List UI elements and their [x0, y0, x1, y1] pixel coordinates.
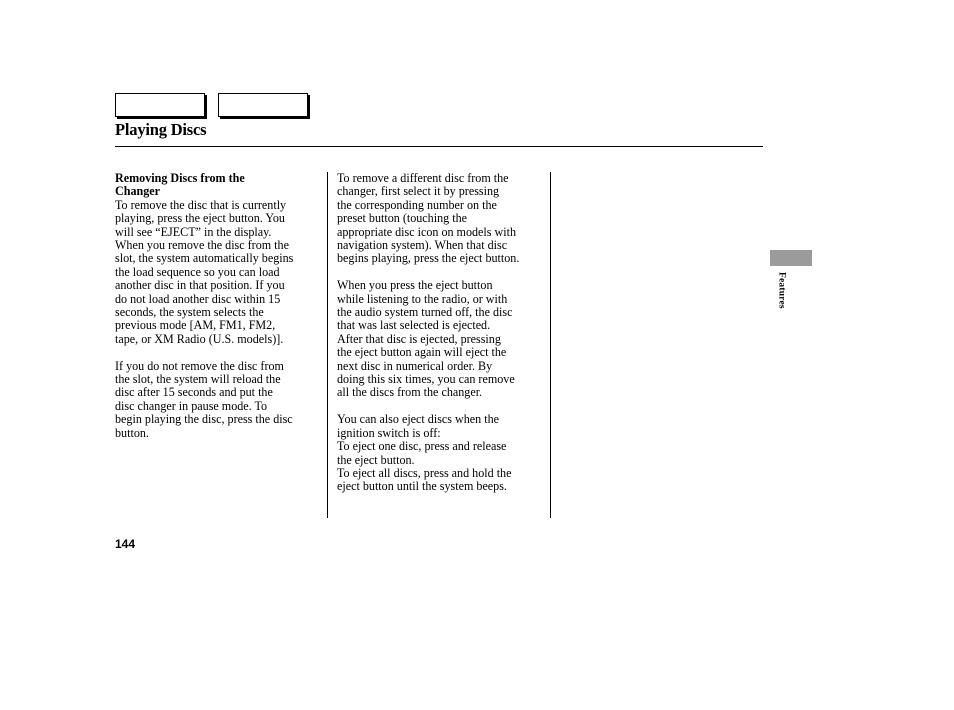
- title-divider: [115, 146, 763, 147]
- text-column-left: [115, 172, 321, 440]
- page-number: 144: [115, 537, 136, 551]
- paragraph: To eject one disc, press and release the eject button.: [337, 439, 507, 467]
- column-divider: [327, 172, 328, 518]
- column-divider: [550, 172, 551, 518]
- paragraph: You can also eject discs when the ignition switch is off:: [337, 412, 500, 440]
- text-column-middle: [337, 172, 547, 494]
- nav-box-index[interactable]: [218, 93, 308, 117]
- paragraph: To remove the disc that is currently playing, press the eject button. You will see “EJECT” in the display. When you remove the disc from the slot, the system automatically begins the load sequence so you can load another disc in that position. If you do not load another disc within 15 seconds, the system selects the previous mode [AM, FM1, FM2, tape, or XM Radio (U.S. models)].: [115, 197, 294, 346]
- section-tab-marker: [770, 250, 812, 266]
- section-heading: Removing Discs from the Changer: [115, 171, 245, 199]
- paragraph: To eject all discs, press and hold the eject button until the system beeps.: [337, 465, 512, 494]
- paragraph: When you press the eject button while listening to the radio, or with the audio system turned off, the disc that was last selected is ejected. After that disc is ejected, pressing the eject button again will eject the next disc in numerical order. By doing this six times, you can remove all the discs from the changer.: [337, 278, 515, 400]
- nav-box-contents[interactable]: [115, 93, 205, 117]
- section-tab-label: Features: [776, 272, 787, 309]
- paragraph: To remove a different disc from the changer, first select it by pressing the corresponding number on the preset button (touching the appropriate disc icon on models with navigation system). When that disc begins playing, press the eject button.: [337, 171, 520, 266]
- paragraph: If you do not remove the disc from the slot, the system will reload the disc after 15 seconds and put the disc changer in pause mode. To begin playing the disc, press the disc button.: [115, 358, 293, 440]
- page-title: Playing Discs: [115, 120, 207, 139]
